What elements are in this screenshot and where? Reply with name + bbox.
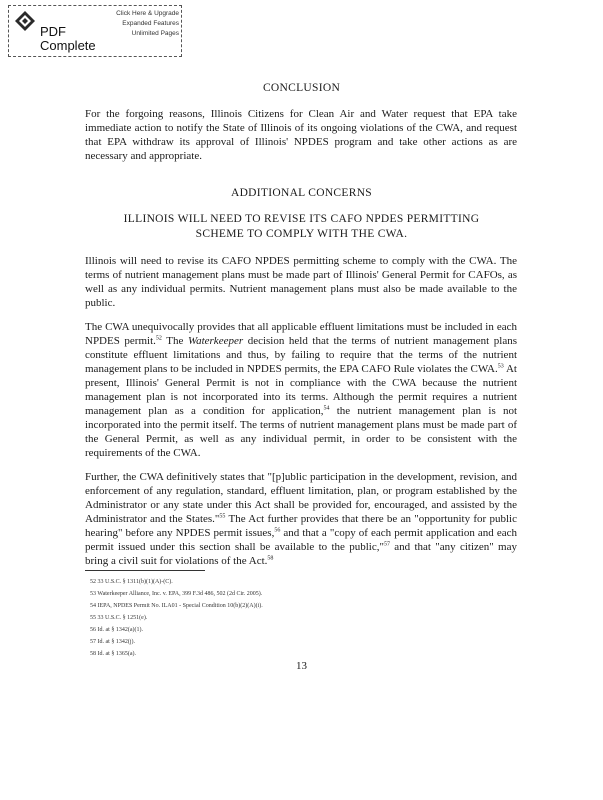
footnote-item: 56 Id. at § 1342(a)(1).: [90, 627, 143, 633]
footnote-ref-57: 57: [383, 541, 390, 548]
paragraph-2-text-b: The: [161, 335, 188, 347]
paragraph-3-text-a: Further, the CWA definitively states that "[p]ublic participation in the development, revision, and enforcement of any regulation, standard, effluent limitation, plan, or program established by the Administrator or any state under this Act shall be provided for, encouraged, and assisted by the Administrator and the States.": [85, 471, 517, 525]
badge-upgrade-text[interactable]: [89, 9, 179, 39]
paragraph-2-text-a: The CWA unequivocally provides that all applicable effluent limitations must be included in each NPDES permit.: [85, 321, 517, 347]
footnote-item: 58 Id. at § 1365(a).: [90, 651, 136, 657]
conclusion-heading: CONCLUSION: [262, 82, 341, 94]
footnote-item: 53 Waterkeeper Alliance, Inc. v. EPA, 399 F.3d 486, 502 (2d Cir. 2005).: [90, 591, 263, 597]
footnote-item: 54 IEPA, NPDES Permit No. ILA01 - Special Condition 10(b)(2)(A)(i).: [90, 603, 263, 609]
pdf-complete-badge[interactable]: [8, 5, 182, 57]
paragraph-3-text-c: and that a "copy of each permit application and each permit issued under this section shall be available to the public,": [85, 527, 517, 553]
subheading-line-2: SCHEME TO COMPLY WITH THE CWA.: [195, 228, 408, 240]
paragraph-3-text-b: The Act further provides that there be an "opportunity for public hearing" before any NPDES permit issues,: [85, 513, 517, 539]
pdf-complete-logo-icon: [14, 10, 36, 32]
paragraph-2-text-c: decision held that the terms of nutrient management plans constitute effluent limitations and thus, by failing to require that the terms of the nutrient management plans to be included in NPDES permits, the EPA CAFO Rule violates the CWA.: [85, 335, 518, 375]
badge-line-2: Expanded Features: [122, 20, 179, 27]
footnote-divider: [85, 570, 205, 571]
footnote-item: 55 33 U.S.C. § 1251(e).: [90, 615, 148, 621]
additional-concerns-heading: ADDITIONAL CONCERNS: [230, 187, 373, 199]
footnotes: [90, 576, 390, 660]
footnote-ref-55: 55: [219, 513, 226, 520]
footnote-ref-52: 52: [155, 335, 162, 342]
waterkeeper-case-name: Waterkeeper: [187, 335, 244, 347]
footnote-ref-58: 58: [267, 555, 274, 562]
footnote-item: 57 Id. at § 1342(j).: [90, 639, 135, 645]
footnote-ref-53: 53: [497, 363, 504, 370]
badge-complete-label: Complete: [40, 38, 96, 53]
footnote-ref-54: 54: [323, 405, 330, 412]
badge-line-3: Unlimited Pages: [131, 30, 179, 37]
subheading-line-1: ILLINOIS WILL NEED TO REVISE ITS CAFO NPDES PERMITTING: [123, 213, 480, 225]
badge-pdf-label: PDF: [40, 24, 66, 39]
conclusion-paragraph: For the forgoing reasons, Illinois Citizens for Clean Air and Water request that EPA take immediate action to notify the State of Illinois of its ongoing violations of the CWA, and request that EPA withdraw its approval of Illinois' NPDES program and take other actions as are necessary and appropriate.: [85, 108, 517, 162]
badge-line-1: Click Here & Upgrade: [116, 10, 179, 17]
footnote-item: 52 33 U.S.C. § 1311(b)(1)(A)-(C).: [90, 579, 173, 585]
paragraph-2-text-e: the nutrient management plan is not incorporated into the permit itself. The terms of nutrient management plans must be made part of the General Permit, as well as any individual permit, in order to be consistent with the requirements of the CWA.: [85, 405, 517, 459]
paragraph-3: [85, 470, 517, 568]
paragraph-1: Illinois will need to revise its CAFO NPDES permitting scheme to comply with the CWA. The terms of nutrient management plans must be made part of Illinois' General Permit for CAFOs, as well as any individual permits. Nutrient management plans must also be made available to the public.: [85, 255, 517, 309]
paragraph-2: [85, 320, 517, 460]
paragraph-2-text-d: At present, Illinois' General Permit is not in compliance with the CWA because the nutrient management plan is not incorporated into its terms. Although the permit requires a nutrient management plan as a condition for application,: [85, 363, 517, 417]
page-number: 13: [296, 660, 307, 672]
footnote-ref-56: 56: [274, 527, 281, 534]
paragraph-3-text-d: and that "any citizen" may bring a civil suit for violations of the Act.: [85, 541, 517, 567]
